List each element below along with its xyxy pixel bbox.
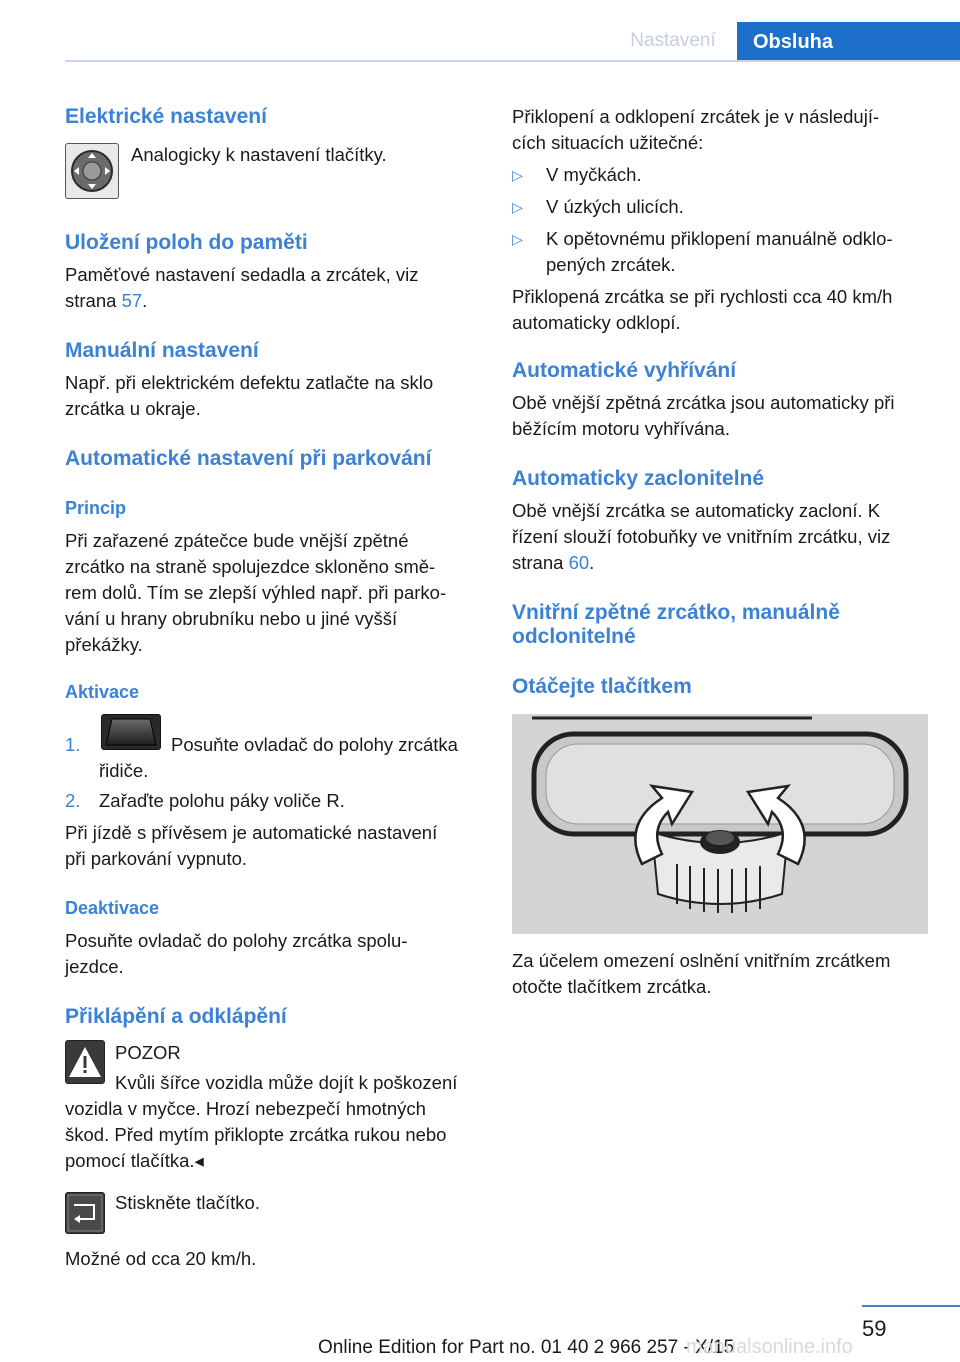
heading-vnitrni-zrcatko: Vnitřní zpětné zrcátko, manuálně: [512, 601, 840, 624]
header-tab-obsluha[interactable]: Obsluha: [737, 22, 960, 62]
heading-princip: Princip: [65, 498, 127, 518]
manualni-text-2: zrcátka u okraje.: [65, 398, 201, 419]
heading-automaticke-vyhrivani: Automatické vyhřívání: [512, 359, 737, 382]
privesem-text-1: Při jízdě s přívěsem je automatické nastavení: [65, 822, 438, 843]
mozne-text: Možné od cca 20 km/h.: [65, 1248, 257, 1269]
zaclonitelne-text-2: řízení slouží fotobuňky ve vnitřním zrcátku, viz: [512, 526, 891, 547]
mirror-fold-button-icon: [65, 1192, 105, 1234]
intro-text-1: Přiklopení a odklopení zrcátek je v následují‐: [512, 106, 880, 127]
header-section-label: Nastavení: [630, 30, 716, 51]
intro-text-2: cích situacích užitečné:: [512, 132, 704, 153]
pozor-text-1: Kvůli šířce vozidla může dojít k poškození: [115, 1072, 458, 1093]
heading-otacejte-tlacitkem: Otáčejte tlačítkem: [512, 675, 692, 698]
caption-text-1: Za účelem omezení oslnění vnitřním zrcátkem: [512, 950, 891, 971]
princip-line: vání u hrany obrubníku nebo u jiné vyšší: [65, 608, 398, 629]
pozor-text-2: vozidla v myčce. Hrozí nebezpečí hmotných: [65, 1098, 426, 1119]
princip-line: překážky.: [65, 634, 143, 655]
ulozeni-strana: strana: [65, 290, 117, 311]
priklopena-text-1: Přiklopená zrcátka se při rychlosti cca 40 km/h: [512, 286, 893, 307]
watermark: manualsonline.info: [686, 1336, 853, 1358]
stisknete-text: Stiskněte tlačítko.: [115, 1192, 260, 1213]
deaktivace-text-1: Posuňte ovladač do polohy zrcátka spolu‐: [65, 930, 408, 951]
step-1-number: 1.: [65, 734, 81, 755]
elektricke-text: Analogicky k nastavení tlačítky.: [131, 144, 387, 165]
heading-automaticky-zaclonitelne: Automaticky zaclonitelné: [512, 467, 765, 490]
header-divider: [65, 60, 960, 62]
heading-nastaveni-parkovani: Automatické nastavení při parkování: [65, 447, 432, 470]
bullet-item: V úzkých ulicích.: [546, 196, 684, 217]
vyhrivani-text-1: Obě vnější zpětná zrcátka jsou automaticky při: [512, 392, 895, 413]
privesem-text-2: při parkování vypnuto.: [65, 848, 248, 869]
interior-mirror-illustration: [512, 714, 928, 934]
mirror-joystick-icon: [65, 143, 119, 199]
step-2-number: 2.: [65, 790, 81, 811]
page-link-60[interactable]: 60: [568, 552, 590, 573]
caption-text-2: otočte tlačítkem zrcátka.: [512, 976, 712, 997]
deaktivace-text-2: jezdce.: [65, 956, 124, 977]
heading-deaktivace: Deaktivace: [65, 898, 160, 918]
priklopena-text-2: automaticky odklopí.: [512, 312, 681, 333]
heading-vnitrni-zrcatko-2: odclonitelné: [512, 625, 636, 648]
zaclonitelne-text-3: strana 60.: [512, 552, 595, 573]
heading-manualni-nastaveni: Manuální nastavení: [65, 339, 259, 362]
princip-line: zrcátko na straně spolujezdce skloněno smě‐: [65, 556, 436, 577]
ulozeni-text-2: strana 57.: [65, 290, 148, 311]
princip-line: Při zařazené zpátečce bude vnější zpětné: [65, 530, 409, 551]
heading-ulozeni-poloh: Uložení poloh do paměti: [65, 231, 308, 254]
bullet-item: V myčkách.: [546, 164, 642, 185]
princip-line: rem dolů. Tím se zlepší výhled např. při parko‐: [65, 582, 447, 603]
vyhrivani-text-2: běžícím motoru vyhřívána.: [512, 418, 730, 439]
mirror-selector-button-icon: [101, 714, 161, 750]
heading-elektricke-nastaveni: Elektrické nastavení: [65, 105, 267, 128]
footer-divider: [862, 1305, 960, 1307]
triangle-bullet-icon: ▷: [512, 231, 523, 247]
step-1-text: Posuňte ovladač do polohy zrcátka: [171, 734, 458, 755]
pozor-text-3: škod. Před mytím přiklopte zrcátka rukou nebo: [65, 1124, 447, 1145]
bullet-item: K opětovnému přiklopení manuálně odklo‐: [546, 228, 893, 249]
pozor-label: POZOR: [115, 1042, 181, 1063]
pozor-text-4: pomocí tlačítka.◂: [65, 1150, 204, 1171]
manualni-text-1: Např. při elektrickém defektu zatlačte na sklo: [65, 372, 434, 393]
ulozeni-text-1: Paměťové nastavení sedadla a zrcátek, viz: [65, 264, 419, 285]
heading-priklapeni: Přiklápění a odklápění: [65, 1005, 287, 1028]
step-2-text: Zařaďte polohu páky voliče R.: [99, 790, 345, 811]
page-link-57[interactable]: 57: [121, 290, 143, 311]
footer-edition: Online Edition for Part no. 01 40 2 966 257 - X/15: [318, 1337, 735, 1358]
heading-aktivace: Aktivace: [65, 682, 140, 702]
triangle-bullet-icon: ▷: [512, 167, 523, 183]
zaclonitelne-strana: strana: [512, 552, 564, 573]
step-1-text-2: řidiče.: [99, 760, 149, 781]
triangle-bullet-icon: ▷: [512, 199, 523, 215]
page-number: 59: [862, 1316, 887, 1341]
bullet-item-line-2: pených zrcátek.: [546, 254, 676, 275]
zaclonitelne-text-1: Obě vnější zrcátka se automaticky zacloní. K: [512, 500, 881, 521]
warning-triangle-icon: [65, 1040, 105, 1084]
